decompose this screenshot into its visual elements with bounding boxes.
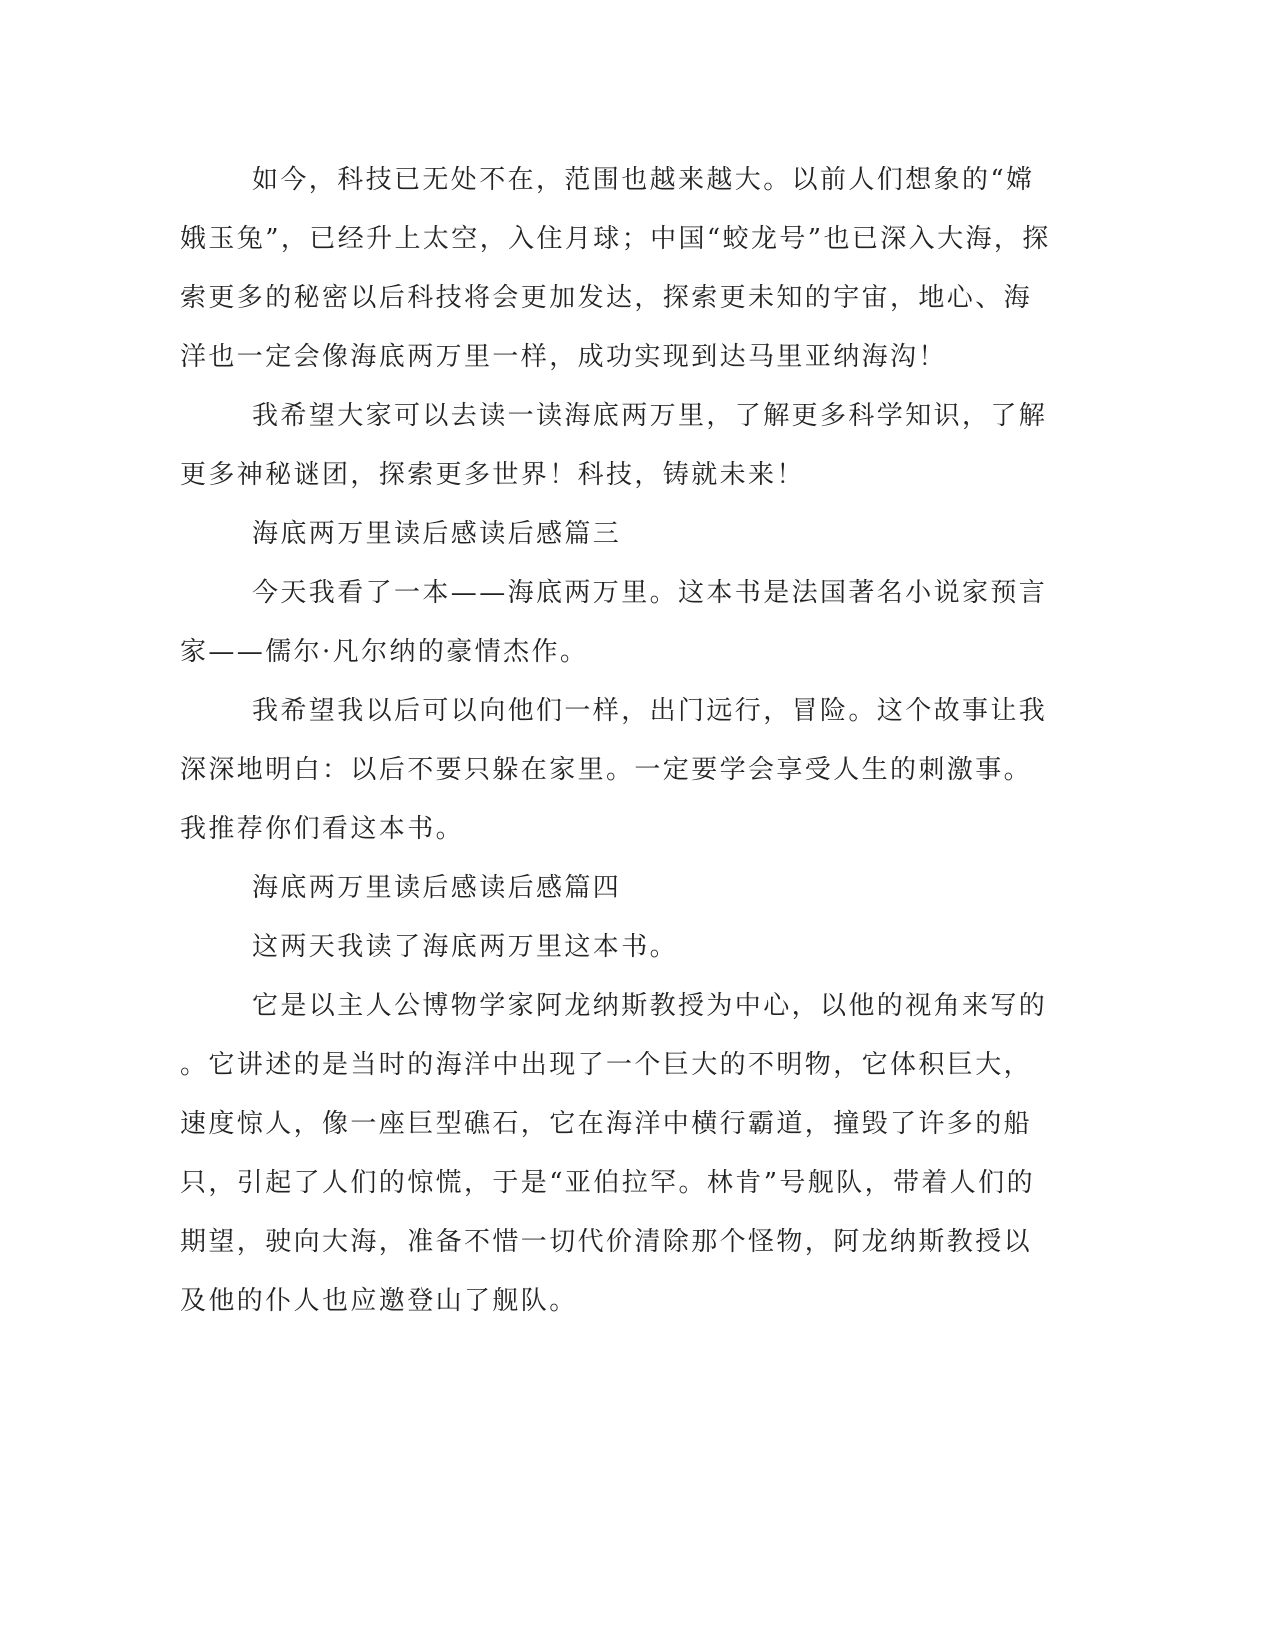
section-heading-3: 海底两万里读后感读后感篇三 [252,519,622,549]
paragraph-2-line-2: 更多神秘谜团，探索更多世界！科技，铸就未来！ [180,460,805,490]
paragraph-6-line-3: 速度惊人，像一座巨型礁石，它在海洋中横行霸道，撞毁了许多的船 [180,1109,1033,1139]
paragraph-1-line-1: 如今，科技已无处不在，范围也越来越大。以前人们想象的“嫦 [252,165,1035,195]
paragraph-4-line-2: 深深地明白：以后不要只躲在家里。一定要学会享受人生的刺激事。 [180,755,1033,785]
paragraph-1-line-2: 娥玉兔”，已经升上太空，入住月球；中国“蛟龙号”也已深入大海，探 [180,224,1051,254]
paragraph-4-line-1: 我希望我以后可以向他们一样，出门远行，冒险。这个故事让我 [252,696,1048,726]
paragraph-6-line-1: 它是以主人公博物学家阿龙纳斯教授为中心，以他的视角来写的 [252,991,1048,1021]
paragraph-3-line-1: 今天我看了一本——海底两万里。这本书是法国著名小说家预言 [252,578,1048,608]
paragraph-5-line-1: 这两天我读了海底两万里这本书。 [252,932,679,962]
paragraph-6-line-4: 只，引起了人们的惊慌，于是“亚伯拉罕。林肯”号舰队，带着人们的 [180,1168,1035,1198]
paragraph-3-line-2: 家——儒尔·凡尔纳的豪情杰作。 [180,637,589,667]
paragraph-4-line-3: 我推荐你们看这本书。 [180,814,465,844]
paragraph-6-line-6: 及他的仆人也应邀登山了舰队。 [180,1286,578,1316]
section-heading-4: 海底两万里读后感读后感篇四 [252,873,622,903]
paragraph-6-line-5: 期望，驶向大海，准备不惜一切代价清除那个怪物，阿龙纳斯教授以 [180,1227,1033,1257]
paragraph-2-line-1: 我希望大家可以去读一读海底两万里，了解更多科学知识，了解 [252,401,1048,431]
paragraph-1-line-3: 索更多的秘密以后科技将会更加发达，探索更未知的宇宙，地心、海 [180,283,1033,313]
paragraph-6-line-2: 。它讲述的是当时的海洋中出现了一个巨大的不明物，它体积巨大， [180,1050,1033,1080]
paragraph-1-line-4: 洋也一定会像海底两万里一样，成功实现到达马里亚纳海沟！ [180,342,947,372]
